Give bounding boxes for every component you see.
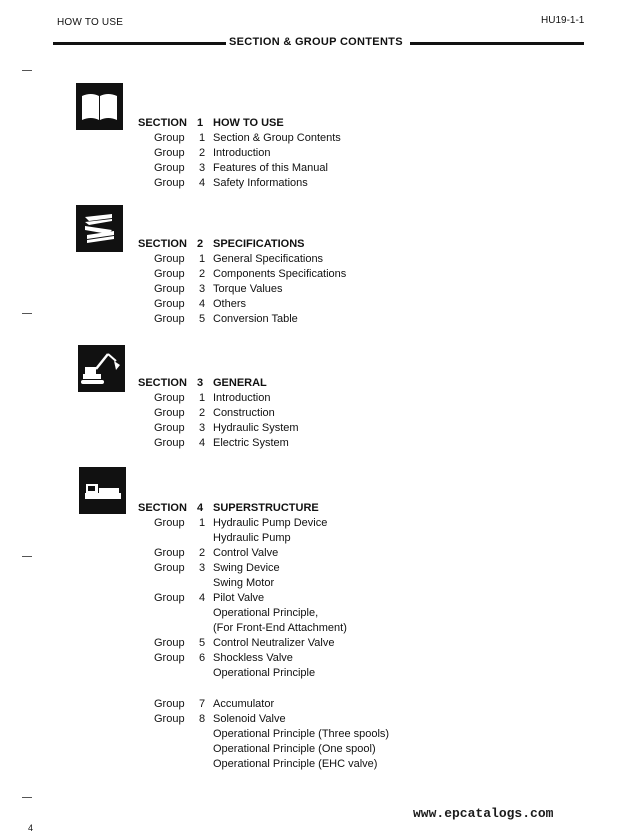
group-label: Group — [154, 713, 185, 725]
group-number: 3 — [199, 422, 206, 434]
group-label: Group — [154, 652, 185, 664]
group-number: 5 — [199, 637, 206, 649]
entry-title: Control Neutralizer Valve — [213, 637, 335, 649]
section-label: SECTION — [138, 238, 187, 250]
entry-title: Hydraulic Pump — [213, 532, 291, 544]
group-number: 5 — [199, 313, 206, 325]
group-label: Group — [154, 637, 185, 649]
group-number: 1 — [199, 132, 206, 144]
group-number: 3 — [199, 162, 206, 174]
entry-title: Features of this Manual — [213, 162, 328, 174]
group-label: Group — [154, 283, 185, 295]
entry-title: Operational Principle, — [213, 607, 319, 619]
book-icon — [76, 83, 123, 130]
entry-title: Construction — [213, 407, 275, 419]
group-label: Group — [154, 132, 185, 144]
entry-title: Torque Values — [213, 283, 283, 295]
title-rule-right — [410, 42, 584, 45]
margin-mark — [22, 313, 32, 314]
entry-title: Conversion Table — [213, 313, 298, 325]
group-label: Group — [154, 592, 185, 604]
group-label: Group — [154, 437, 185, 449]
section-label: SECTION — [138, 377, 187, 389]
entry-title: (For Front-End Attachment) — [213, 622, 347, 634]
group-number: 2 — [199, 547, 206, 559]
group-number: 2 — [199, 268, 206, 280]
section-number: 1 — [197, 117, 204, 129]
group-number: 8 — [199, 713, 206, 725]
header-page-code: HU19-1-1 — [541, 15, 585, 26]
entry-title: Introduction — [213, 392, 271, 404]
group-number: 7 — [199, 698, 206, 710]
entry-title: Control Valve — [213, 547, 279, 559]
group-label: Group — [154, 313, 185, 325]
section-number: 4 — [197, 502, 204, 514]
group-number: 4 — [199, 298, 206, 310]
group-label: Group — [154, 298, 185, 310]
entry-title: Swing Device — [213, 562, 280, 574]
margin-mark — [22, 797, 32, 798]
entry-title: Section & Group Contents — [213, 132, 341, 144]
group-number: 4 — [199, 592, 206, 604]
group-number: 1 — [199, 253, 206, 265]
entry-title: Shockless Valve — [213, 652, 293, 664]
entry-title: Swing Motor — [213, 577, 275, 589]
excavator-icon — [78, 345, 125, 392]
entry-title: Operational Principle — [213, 667, 316, 679]
section-number: 2 — [197, 238, 204, 250]
title-rule-left — [53, 42, 226, 45]
group-number: 4 — [199, 437, 206, 449]
group-number: 2 — [199, 407, 206, 419]
group-label: Group — [154, 547, 185, 559]
group-label: Group — [154, 253, 185, 265]
entry-title: Electric System — [213, 437, 289, 449]
specifications-s-icon — [76, 205, 123, 252]
group-number: 1 — [199, 392, 206, 404]
entry-title: Operational Principle (EHC valve) — [213, 758, 378, 770]
group-number: 3 — [199, 562, 206, 574]
group-number: 2 — [199, 147, 206, 159]
group-number: 1 — [199, 517, 206, 529]
header-left-label: HOW TO USE — [57, 17, 124, 28]
section-title: SPECIFICATIONS — [213, 238, 305, 250]
group-label: Group — [154, 268, 185, 280]
group-label: Group — [154, 177, 185, 189]
entry-title: Others — [213, 298, 247, 310]
group-label: Group — [154, 422, 185, 434]
page-number: 4 — [28, 823, 34, 833]
entry-title: Hydraulic System — [213, 422, 299, 434]
section-title: HOW TO USE — [213, 117, 284, 129]
group-label: Group — [154, 698, 185, 710]
entry-title: Operational Principle (One spool) — [213, 743, 376, 755]
group-label: Group — [154, 517, 185, 529]
entry-title: General Specifications — [213, 253, 324, 265]
section-label: SECTION — [138, 502, 187, 514]
entry-title: Operational Principle (Three spools) — [213, 728, 390, 740]
entry-title: Safety Informations — [213, 177, 308, 189]
group-number: 4 — [199, 177, 206, 189]
entry-title: Solenoid Valve — [213, 713, 286, 725]
group-label: Group — [154, 162, 185, 174]
entry-title: Introduction — [213, 147, 271, 159]
entry-title: Pilot Valve — [213, 592, 265, 604]
margin-mark — [22, 70, 32, 71]
group-label: Group — [154, 562, 185, 574]
section-title: GENERAL — [213, 377, 267, 389]
group-label: Group — [154, 407, 185, 419]
entry-title: Hydraulic Pump Device — [213, 517, 328, 529]
section-title: SUPERSTRUCTURE — [213, 502, 319, 514]
section-label: SECTION — [138, 117, 187, 129]
group-number: 6 — [199, 652, 206, 664]
group-label: Group — [154, 392, 185, 404]
entry-title: Components Specifications — [213, 268, 347, 280]
margin-mark — [22, 556, 32, 557]
superstructure-icon — [79, 467, 126, 514]
watermark: www.epcatalogs.com — [413, 806, 554, 821]
section-number: 3 — [197, 377, 204, 389]
entry-title: Accumulator — [213, 698, 275, 710]
group-label: Group — [154, 147, 185, 159]
group-number: 3 — [199, 283, 206, 295]
page-title: SECTION & GROUP CONTENTS — [229, 36, 403, 48]
